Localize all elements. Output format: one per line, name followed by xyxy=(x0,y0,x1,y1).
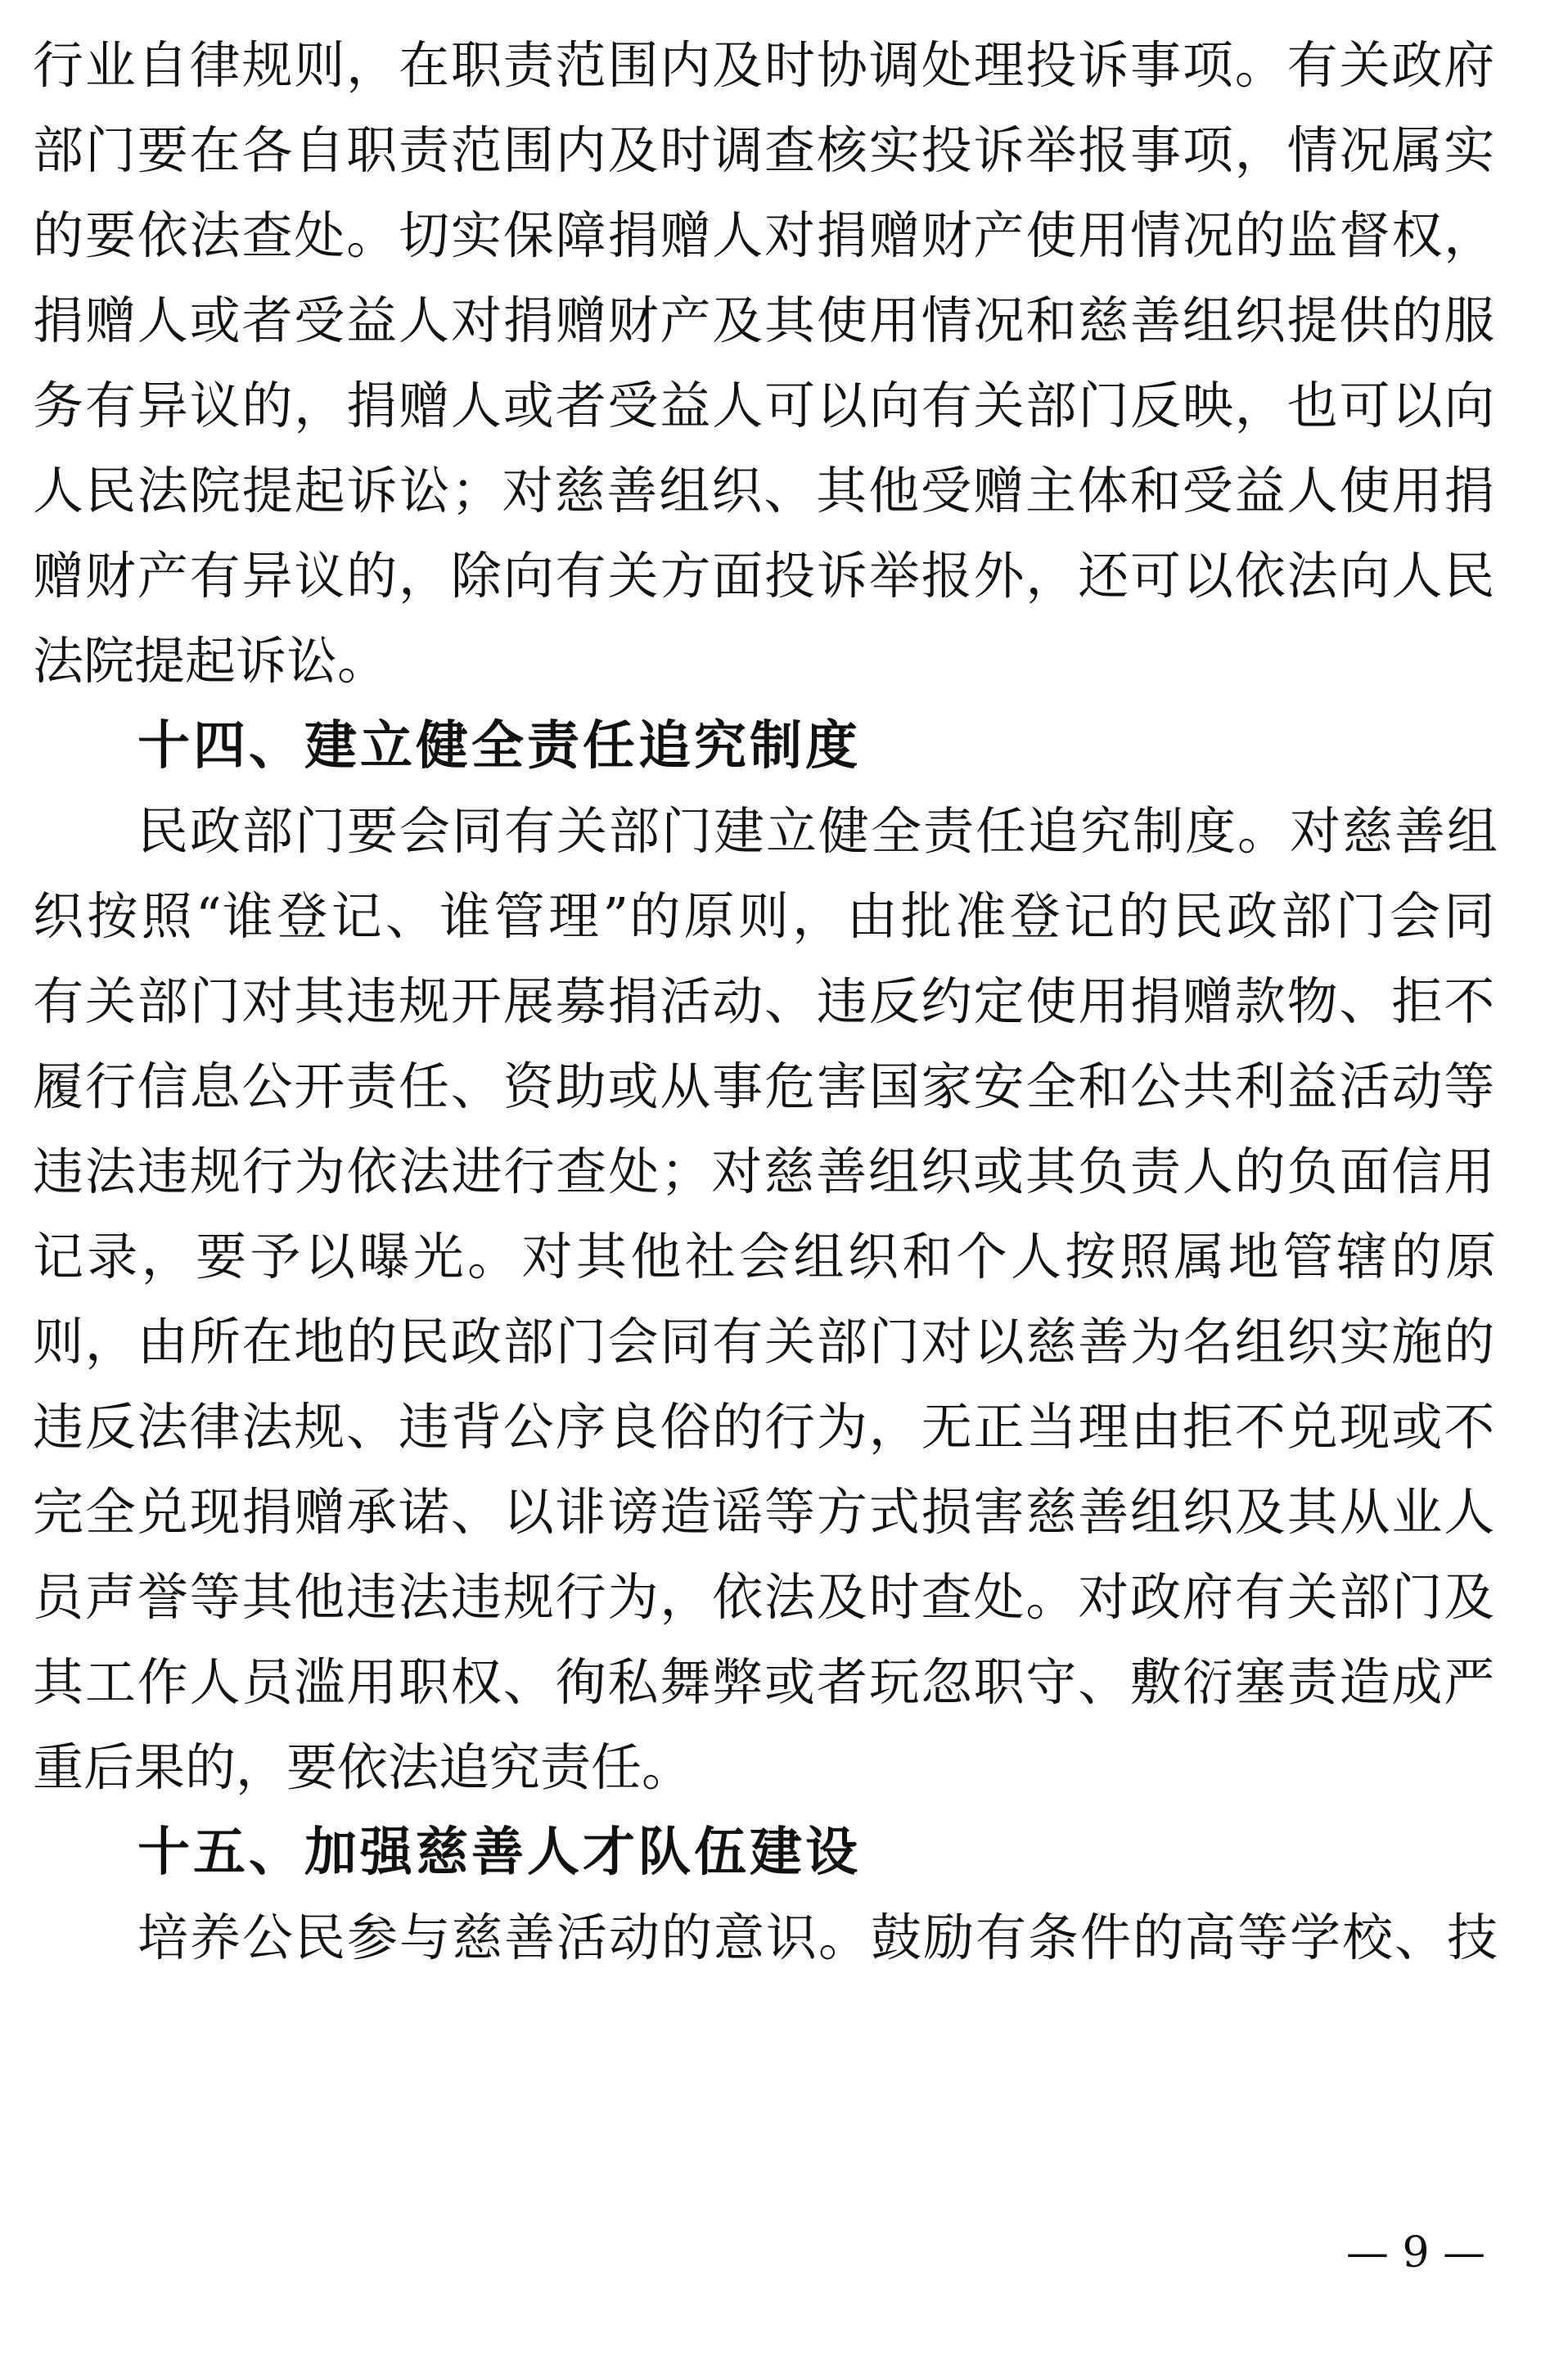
body-line: 捐 赠 人 或 者 受 益 人 对 捐 赠 财 产 及 其 使 用 情 况 和 慈 善 组 织 提 供 的 服 xyxy=(33,291,1495,350)
body-line: 人 民 法 院 提 起 诉 讼 ； 对 慈 善 组 织 、 其 他 受 赠 主 体 和 受 益 人 使 用 捐 xyxy=(33,461,1495,520)
body-line: 民 政 部 门 要 会 同 有 关 部 门 建 立 健 全 责 任 追 究 制 度 。 对 慈 善 组 xyxy=(137,801,1498,861)
body-line: 重后果的，要依法追究责任。 xyxy=(33,1737,693,1797)
body-line: 行 业 自 律 规 则 ， 在 职 责 范 围 内 及 时 协 调 处 理 投 诉 事 项 。 有 关 政 府 xyxy=(33,35,1495,95)
body-line: 违 反 法 律 法 规 、 违 背 公 序 良 俗 的 行 为 ， 无 正 当 理 由 拒 不 兑 现 或 不 xyxy=(33,1397,1495,1457)
body-line: 记 录 ， 要 予 以 曝 光 。 对 其 他 社 会 组 织 和 个 人 按 照 属 地 管 辖 的 原 xyxy=(33,1227,1497,1286)
body-line: 赠 财 产 有 异 议 的 ， 除 向 有 关 方 面 投 诉 举 报 外 ， 还 可 以 依 法 向 人 民 xyxy=(33,546,1495,606)
body-line: 培 养 公 民 参 与 慈 善 活 动 的 意 识 。 鼓 励 有 条 件 的 高 等 学 校 、 技 xyxy=(137,1908,1498,1967)
body-line: 法院提起诉讼。 xyxy=(33,631,389,691)
section-heading-15: 十五、加强慈善人才队伍建设 xyxy=(137,1822,861,1883)
body-line: 完 全 兑 现 捐 赠 承 诺 、 以 诽 谤 造 谣 等 方 式 损 害 慈 善 组 织 及 其 从 业 人 xyxy=(33,1482,1495,1542)
body-line: 其 工 作 人 员 滥 用 职 权 、 徇 私 舞 弊 或 者 玩 忽 职 守 、 敷 衍 塞 责 造 成 严 xyxy=(33,1652,1495,1712)
body-line: 履 行 信 息 公 开 责 任 、 资 助 或 从 事 危 害 国 家 安 全 和 公 共 利 益 活 动 等 xyxy=(33,1056,1495,1116)
page-number: — 9 — xyxy=(1345,2228,1486,2277)
body-line: 则 ， 由 所 在 地 的 民 政 部 门 会 同 有 关 部 门 对 以 慈 善 为 名 组 织 实 施 的 xyxy=(33,1312,1495,1372)
body-line: 有 关 部 门 对 其 违 规 开 展 募 捐 活 动 、 违 反 约 定 使 用 捐 赠 款 物 、 拒 不 xyxy=(33,971,1495,1031)
body-line: 员 声 誉 等 其 他 违 法 违 规 行 为 ， 依 法 及 时 查 处 。 对 政 府 有 关 部 门 及 xyxy=(33,1567,1495,1627)
body-line: 织 按 照 “ 谁 登 记 、 谁 管 理 ” 的 原 则 ， 由 批 准 登 记 的 民 政 部 门 会 同 xyxy=(33,886,1495,946)
body-line: 务 有 异 议 的 ， 捐 赠 人 或 者 受 益 人 可 以 向 有 关 部 门 反 映 ， 也 可 以 向 xyxy=(33,376,1495,435)
body-line: 部 门 要 在 各 自 职 责 范 围 内 及 时 调 查 核 实 投 诉 举 报 事 项 ， 情 况 属 实 xyxy=(33,120,1495,180)
section-heading-14: 十四、建立健全责任追究制度 xyxy=(137,716,861,777)
body-line: 的 要 依 法 查 处 。 切 实 保 障 捐 赠 人 对 捐 赠 财 产 使 用 情 况 的 监 督 权 ， xyxy=(33,205,1495,265)
body-line: 违 法 违 规 行 为 依 法 进 行 查 处 ； 对 慈 善 组 织 或 其 负 责 人 的 负 面 信 用 xyxy=(33,1142,1495,1201)
